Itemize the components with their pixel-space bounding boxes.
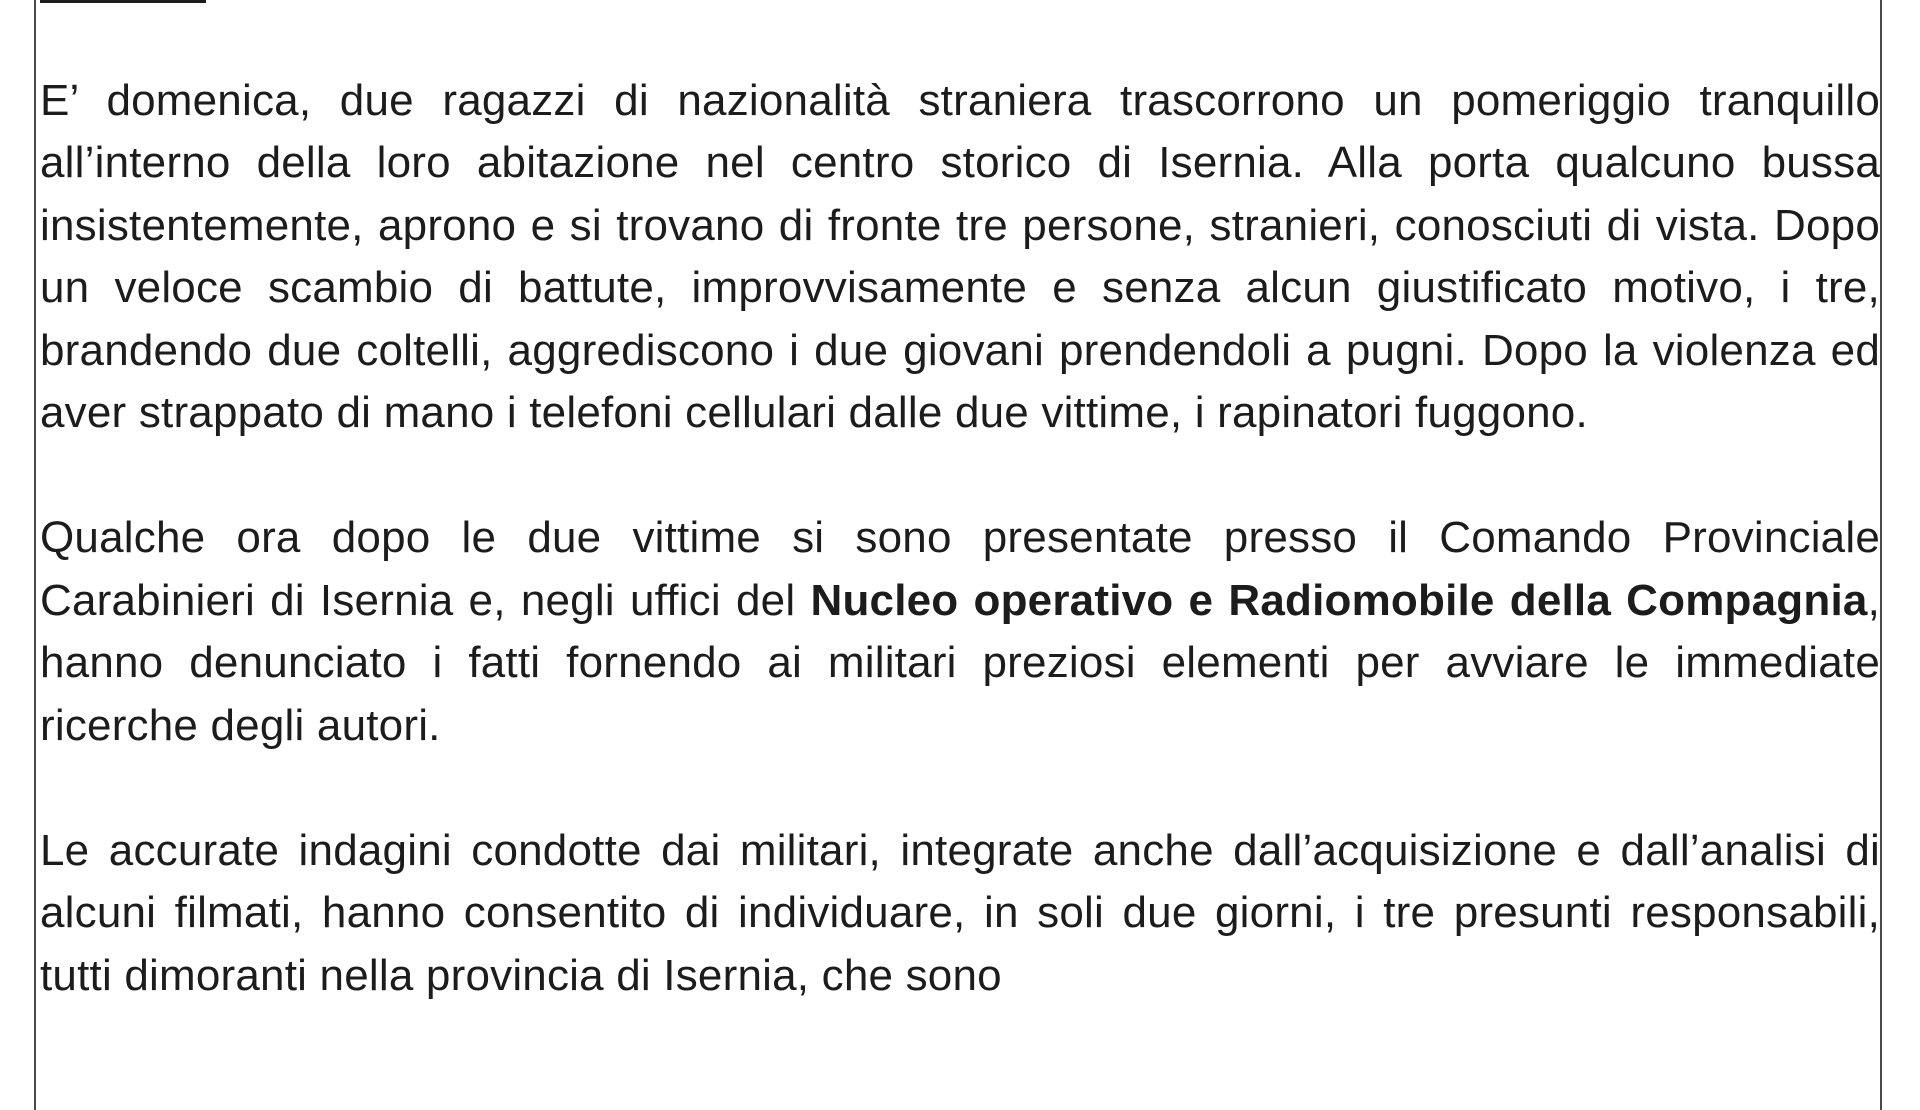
bold-text: Nucleo operativo e Radiomobile della Compagnia	[810, 575, 1868, 625]
paragraph-text: , hanno denunciato i fatti fornendo ai militari preziosi elementi per avviare le immediate ricerche degli autori.	[40, 575, 1880, 750]
paragraph-text: Le accurate indagini condotte dai militari, integrate anche dall’acquisizione e dall’analisi di alcuni filmati, hanno consentito di individuare, in soli due giorni, i tre presunti responsabili, tutti dimoranti nella provincia di Isernia, che sono	[40, 826, 1880, 1000]
paragraph-text: Qualche ora dopo le due vittime si sono presentate presso il Comando Provinciale Carabinieri di Isernia e, negli uffici del	[40, 513, 1880, 625]
document-body	[40, 70, 1880, 1070]
paragraph-text: E’ domenica, due ragazzi di nazionalità straniera trascorrono un pomeriggio tranquillo all’interno della loro abitazione nel centro storico di Isernia. Alla porta qualcuno bussa insistentemente, aprono e si trovano di fronte tre persone, stranieri, conosciuti di vista. Dopo un veloce scambio di battute, improvvisamente e senza alcun giustificato motivo, i tre, brandendo due coltelli, aggrediscono i due giovani prendendoli a pugni. Dopo la violenza ed aver strappato di mano i telefoni cellulari dalle due vittime, i rapinatori fuggono.	[40, 76, 1880, 438]
paragraph-3	[40, 820, 1880, 1007]
top-rule	[40, 0, 206, 3]
paragraph-2	[40, 507, 1880, 757]
paragraph-1	[40, 70, 1880, 444]
